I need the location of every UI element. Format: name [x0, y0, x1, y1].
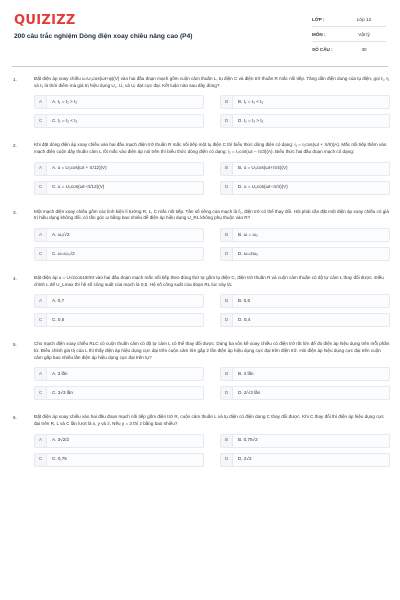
meta-label: LỚP : [312, 16, 325, 22]
option-text: B. 0,75√2 [238, 437, 258, 443]
option-text: B. 4 lần [238, 370, 254, 376]
quiz-meta-table [312, 12, 386, 57]
option-text: A. ω₀/√2 [52, 231, 70, 237]
meta-row-subject [312, 27, 386, 42]
page-title: 200 câu trắc nghiệm Dòng điện xoay chiều nâng cao (P4) [14, 33, 193, 40]
option-letter: D [221, 314, 233, 326]
option-text: B. ω = ω₀ [238, 231, 258, 237]
option-text: D. t₁ = t₃ > t₂ [238, 117, 264, 123]
option-letter: A [35, 435, 47, 447]
option-letter: A [35, 368, 47, 380]
option-text: C. t₁ = t₂ < t₃ [52, 117, 78, 123]
answer-option-c[interactable] [34, 453, 204, 467]
option-letter: C [35, 115, 47, 127]
question-number: 2. [13, 143, 17, 149]
answer-option-c[interactable] [34, 386, 204, 400]
option-text: C. u = U₀cos(ωt−π/12)(V) [52, 184, 105, 190]
answer-options [34, 95, 390, 128]
question-item [10, 76, 390, 128]
option-text: A. u = U₀cos(ωt + π/12)(V) [52, 165, 107, 171]
answer-option-d[interactable] [220, 453, 390, 467]
option-letter: C [35, 454, 47, 466]
question-item [10, 142, 390, 194]
option-text: D. 0,4 [238, 316, 251, 322]
option-letter: A [35, 229, 47, 241]
question-item [10, 414, 390, 466]
option-text: D. 2√2 [238, 456, 252, 462]
question-number: 5. [13, 342, 17, 348]
answer-option-a[interactable] [34, 162, 204, 176]
option-text: C. ω=ω₀√2 [52, 250, 75, 256]
app-logo: QUIZIZZ [14, 13, 76, 28]
answer-option-a[interactable] [34, 367, 204, 381]
option-letter: D [221, 248, 233, 260]
option-letter: B [221, 435, 233, 447]
option-letter: C [35, 248, 47, 260]
question-item [10, 209, 390, 261]
header-divider [12, 66, 388, 67]
answer-option-d[interactable] [220, 247, 390, 261]
question-list [10, 76, 390, 481]
option-letter: C [35, 182, 47, 194]
answer-option-b[interactable] [220, 162, 390, 176]
answer-options [34, 367, 390, 400]
option-letter: B [221, 229, 233, 241]
option-letter: B [221, 368, 233, 380]
question-text: Cho mạch điện xoay chiều RLC có cuộn thuần cảm có độ tự cảm L có thể thay đổi được. Dùng ba vôn kế xoay chiều có điện trở rất lớn để đo điện áp hiệu dụng trên mỗi phần tử. Điều chỉnh giá trị của L thì thấy điện áp hiệu dụng cực đại trên cuộn cảm lớn gấp 2 lần điện áp hiệu dụng cực đại trên điện trở. Hỏi điện áp hiệu dụng cực đại trên cuộn cảm gấp bao nhiêu lần điện áp hiệu dụng cực đại trên tụ? [34, 341, 390, 360]
meta-label: MÔN : [312, 31, 326, 37]
option-letter: B [221, 96, 233, 108]
answer-option-c[interactable] [34, 247, 204, 261]
answer-option-c[interactable] [34, 181, 204, 195]
question-number: 1. [13, 77, 17, 82]
answer-option-b[interactable] [220, 434, 390, 448]
option-text: D. u = U₀cos(ωt−π/4)(V) [238, 184, 288, 190]
option-letter: D [221, 454, 233, 466]
option-text: A. 3√2/2 [52, 437, 70, 443]
option-letter: D [221, 182, 233, 194]
meta-value: 30 [361, 47, 367, 52]
meta-row-class [312, 12, 386, 27]
option-text: A. t₁ = t₂ > t₃ [52, 98, 78, 104]
answer-option-d[interactable] [220, 181, 390, 195]
option-letter: A [35, 163, 47, 175]
option-letter: A [35, 295, 47, 307]
option-text: A. 3 lần [52, 370, 68, 376]
question-text: Một mạch điện xoay chiều gồm các linh kiện lí tưởng R, L, C mắc nối tiếp. Tần số riêng của mạch là f₀, điện trở có thể thay đổi. Hỏi phải cần đặt một điện áp xoay chiều có giá trị hiệu dụng không đổi, có tần góc ω bằng bao nhiêu để điện áp hiệu dụng U_RL không phụ thuộc vào R? [34, 208, 389, 221]
question-item [10, 341, 390, 400]
meta-label: SỐ CÂU : [312, 47, 333, 52]
option-text: B. 0,6 [238, 297, 251, 303]
answer-option-d[interactable] [220, 114, 390, 128]
question-item [10, 275, 390, 327]
question-text: Đặt điện áp xoay chiều u=U₀cos(ωt+φ)(V) vào hai đầu đoạn mạch gồm cuộn cảm thuần L, tụ điện C và điện trở thuần R mắc nối tiếp. Tăng dần điện dung của tụ điện, gọi t₁, t₂ và t₃ là thời điểm mà giá trị hiệu dụng U꜀, U꜀ và Uᵣ đạt cực đại. Kết luận nào sau đây đúng? [34, 76, 390, 88]
answer-option-a[interactable] [34, 228, 204, 242]
question-number: 3. [13, 209, 17, 215]
meta-value: Vật lý [358, 31, 370, 37]
option-text: D. ω=2ω₀ [238, 250, 259, 256]
option-text: B. u = U₀cos(ωt+π/4)(V) [238, 165, 288, 171]
option-letter: C [35, 314, 47, 326]
question-text: Khi đặt dòng điện áp xoay chiều vào hai đầu mạch điện trở thuần R mắc nối tiếp một tụ điện C thì biểu thức dòng điện có dạng: i₁ = I₀cos(ωt + π/6)(A). Mắc nối tiếp thêm vào mạch điện cuộn dây thuần cảm L rồi mắc vào điện áp nói trên thì biểu thức dòng điện có dạng: i₂ = I₀cos(ωt − π/3)(A). Biểu thức hai đầu đoạn mạch có dạng: [34, 142, 387, 154]
option-letter: D [221, 115, 233, 127]
option-letter: C [35, 387, 47, 399]
question-number: 6. [13, 415, 17, 421]
answer-option-b[interactable] [220, 367, 390, 381]
answer-option-c[interactable] [34, 114, 204, 128]
answer-options [34, 294, 390, 327]
question-number: 4. [13, 275, 17, 281]
question-text: Đặt điện áp u = U√2cos100πt vào hai đầu đoạn mạch mắc nối tiếp theo đúng thứ tự gồm tụ điện C, điện trở thuần R và cuộn cảm thuần có độ tự cảm L thay đổi được. Điều chỉnh L để U_Lmax thì hệ số công suất của mạch là 0,5. Hệ số công suất của đoạn RL lúc này là: [34, 274, 384, 287]
option-text: A. 0,7 [52, 297, 65, 303]
meta-value: Lớp 12 [356, 16, 372, 22]
option-letter: B [221, 163, 233, 175]
question-text: Đặt điện áp xoay chiều vào hai đầu đoạn mạch nối tiếp gồm điện trở R, cuộn cảm thuần L và tụ điện có điện dung C thay đổi được. Khi C thay đổi thì điện áp hiệu dụng cực đại trên R, L và C lần lượt là x, y và z. Nếu y = 3 thì z bằng bao nhiêu? [34, 414, 384, 426]
option-letter: B [221, 295, 233, 307]
option-text: B. t₁ = t₃ < t₂ [238, 98, 264, 104]
option-text: C. 3√3 lần [52, 389, 73, 395]
answer-option-d[interactable] [220, 313, 390, 327]
answer-option-b[interactable] [220, 294, 390, 308]
answer-option-b[interactable] [220, 95, 390, 109]
answer-option-d[interactable] [220, 386, 390, 400]
option-text: C. 0,5 [52, 316, 65, 322]
answer-option-a[interactable] [34, 95, 204, 109]
answer-option-b[interactable] [220, 228, 390, 242]
option-letter: D [221, 387, 233, 399]
option-text: D. 2/√3 lần [238, 389, 261, 395]
answer-option-a[interactable] [34, 294, 204, 308]
option-text: C. 0,75 [52, 456, 67, 462]
answer-options [34, 228, 390, 261]
option-letter: A [35, 96, 47, 108]
answer-options [34, 434, 390, 467]
meta-row-count [312, 42, 386, 57]
answer-options [34, 162, 390, 195]
answer-option-a[interactable] [34, 434, 204, 448]
answer-option-c[interactable] [34, 313, 204, 327]
